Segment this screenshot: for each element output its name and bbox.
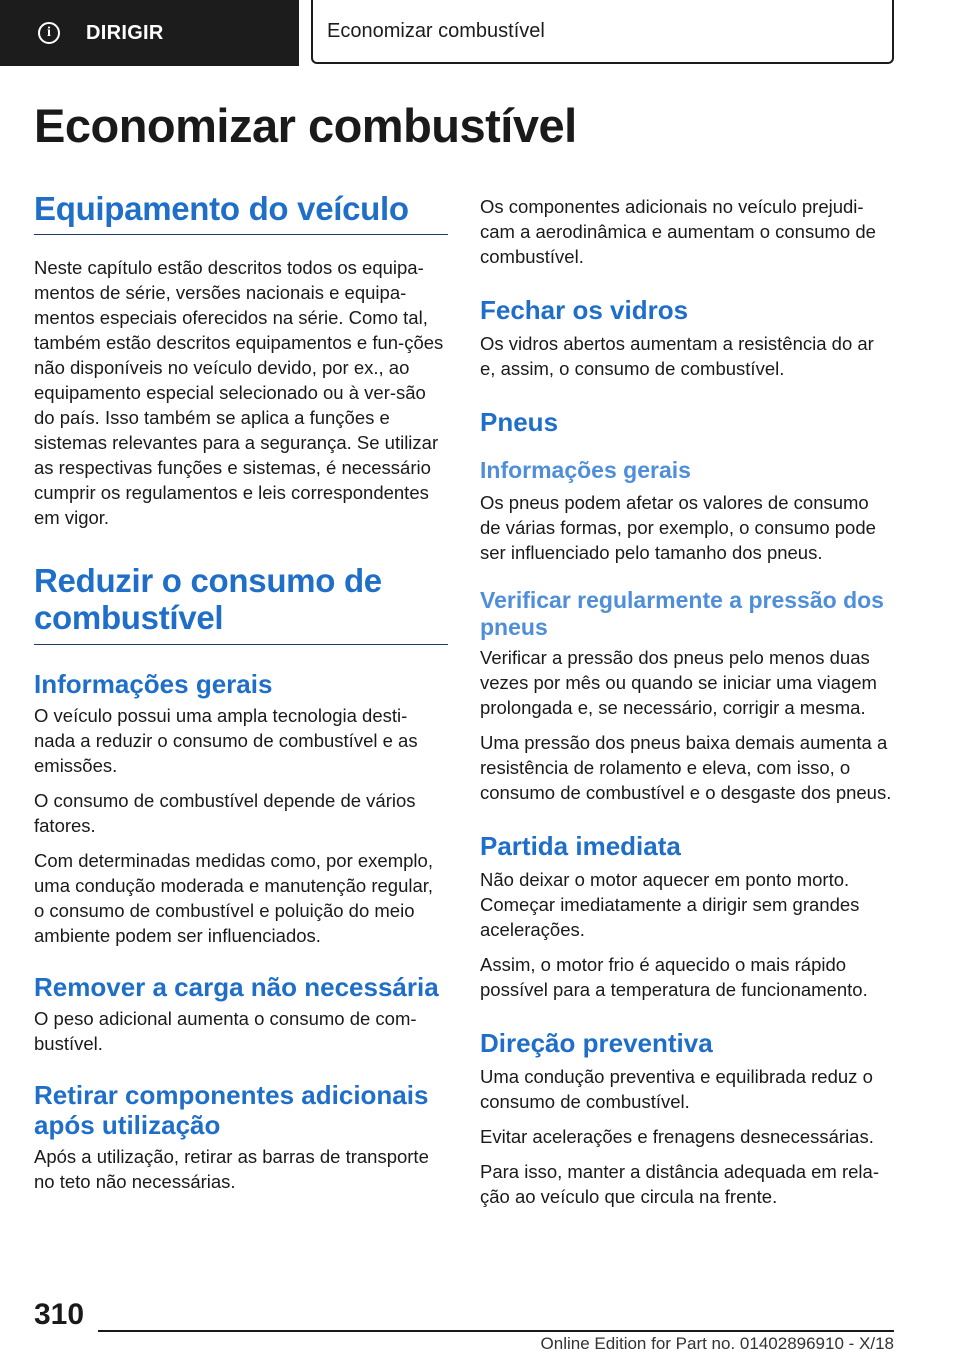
paragraph-pressure-2: Uma pressão dos pneus baixa demais aumenta a resistência de rolamento e eleva, com isso, o consumo de combustível e o desgaste dos pneus. [480,732,892,803]
heading-tyres-general: Informações gerais [480,457,691,483]
edition-note: Online Edition for Part no. 01402896910 - X/18 [540,1334,894,1353]
footer-divider [98,1330,894,1332]
paragraph-tyres-general: Os pneus podem afetar os valores de consumo de várias formas, por exemplo, o consumo pode ser influenciado pelo tamanho dos pneus. [480,492,876,563]
paragraph-general-2: O consumo de combustível depende de vários fatores. [34,790,416,836]
heading-close-windows: Fechar os vidros [480,295,689,325]
heading-tyres: Pneus [480,407,559,437]
paragraph-close-windows: Os vidros abertos aumentam a resistência do ar e, assim, o consumo de combustível. [480,333,874,379]
heading-remove-load: Remover a carga não necessária [34,972,439,1002]
right-column [480,190,894,1209]
section-tab[interactable] [0,0,299,66]
paragraph-general-3: Com determinadas medidas como, por exemplo, uma condução moderada e manutenção regular, o consumo de combustível e poluição do meio ambiente podem ser influenciados. [34,850,434,946]
heading-preventive-driving: Direção preventiva [480,1028,713,1058]
paragraph-remove-load: O peso adicional aumenta o consumo de com-bustível. [34,1008,417,1054]
page-number: 310 [34,1298,85,1331]
paragraph-components-aero: Os componentes adicionais no veículo prejudi-cam a aerodinâmica e aumentam o consumo de combustível. [480,196,876,267]
heading-remove-components: Retirar componentes adicionais após utilização [34,1080,429,1140]
heading-reduce-consumption: Reduzir o consumo de combustível [34,562,448,645]
paragraph-start-1: Não deixar o motor aquecer em ponto morto. Começar imediatamente a dirigir sem grandes acelerações. [480,869,860,940]
chapter-tab [311,0,894,64]
section-label: DIRIGIR [86,21,164,44]
page-header [0,0,960,66]
page-title: Economizar combustível [34,99,577,152]
paragraph-vehicle-equipment: Neste capítulo estão descritos todos os equipa-mentos de série, versões nacionais e equipa-mentos especiais oferecidos na série. Como tal, também estão descritos equipamentos e fun-ções não disponíveis no veículo devido, por ex., ao equipamento especial selecionado ou à ver-são do país. Isso também se aplica a funções e sistemas relevantes para a segurança. Se utilizar as respectivas funções e sistemas, é necessário cumprir os regulamentos e leis correspondentes em vigor. [34,257,444,528]
paragraph-pressure-1: Verificar a pressão dos pneus pelo menos duas vezes por mês ou quando se iniciar uma viagem prolongada e, se necessário, corrigir a mesma. [480,647,877,718]
info-icon: i [38,22,60,44]
paragraph-remove-components: Após a utilização, retirar as barras de transporte no teto não necessárias. [34,1146,429,1192]
paragraph-driving-3: Para isso, manter a distância adequada em rela-ção ao veículo que circula na frente. [480,1161,879,1207]
paragraph-driving-2: Evitar acelerações e frenagens desnecessárias. [480,1126,874,1147]
paragraph-start-2: Assim, o motor frio é aquecido o mais rápido possível para a temperatura de funcionamento. [480,954,868,1000]
heading-general-info: Informações gerais [34,669,273,699]
chapter-title: Economizar combustível [327,19,545,42]
heading-check-pressure: Verificar regularmente a pressão dos pneus [480,587,884,640]
paragraph-driving-1: Uma condução preventiva e equilibrada reduz o consumo de combustível. [480,1066,873,1112]
paragraph-general-1: O veículo possui uma ampla tecnologia desti-nada a reduzir o consumo de combustível e as emissões. [34,705,418,776]
heading-vehicle-equipment: Equipamento do veículo [34,190,448,235]
heading-immediate-start: Partida imediata [480,831,681,861]
left-column [34,190,448,1194]
